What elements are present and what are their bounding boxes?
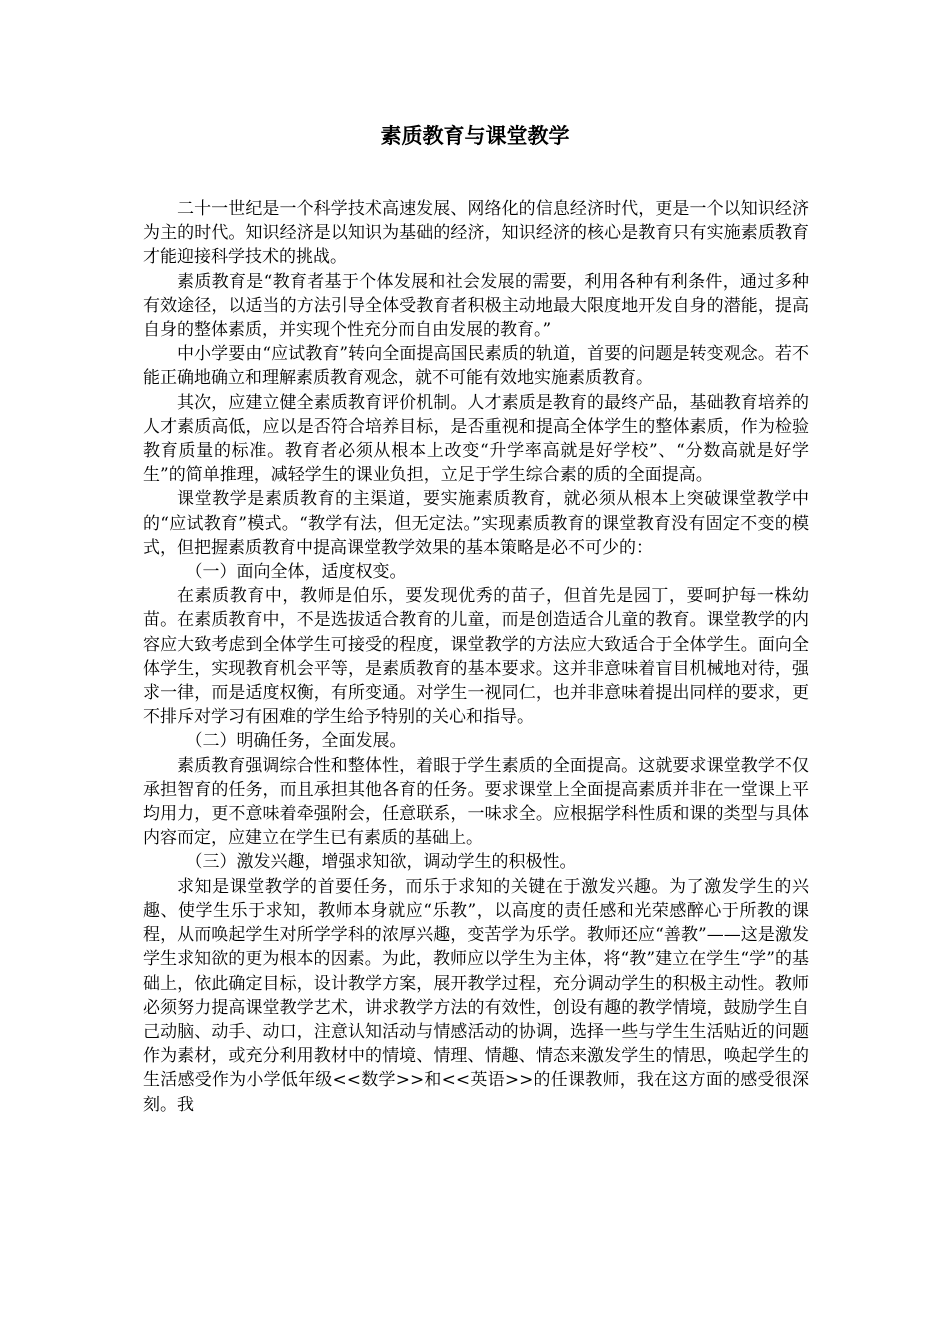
paragraph-section-2: 素质教育强调综合性和整体性，着眼于学生素质的全面提高。这就要求课堂教学不仅承担智育的任务，而且承担其他各育的任务。要求课堂上全面提高素质并非在一堂课上平均用力，更不意味着牵强附会，任意联系，一味求全。应根据学科性质和课的类型与具体内容而定，应建立在学生已有素质的基础上。 <box>143 755 809 849</box>
document-body <box>143 197 809 1117</box>
paragraph-section-1: 在素质教育中，教师是伯乐，要发现优秀的苗子，但首先是园丁，要呵护每一株幼苗。在素质教育中，不是选拔适合教育的儿童，而是创造适合儿童的教育。课堂教学的内容应大致考虑到全体学生可接受的程度，课堂教学的方法应大致适合于全体学生。面向全体学生，实现教育机会平等，是素质教育的基本要求。这并非意味着盲目机械地对待，强求一律，而是适度权衡，有所变通。对学生一视同仁，也并非意味着提出同样的要求，更不排斥对学习有困难的学生给予特别的关心和指导。 <box>143 586 809 728</box>
paragraph-evaluation: 其次，应建立健全素质教育评价机制。人才素质是教育的最终产品，基础教育培养的人才素质高低，应以是否符合培养目标，是否重视和提高全体学生的整体素质，作为检验教育质量的标准。教育者必须从根本上改变“升学率高就是好学校”、“分数高就是好学生”的简单推理，减轻学生的课业负担，立足于学生综合素的质的全面提高。 <box>143 392 809 486</box>
paragraph-concept-change: 中小学要由“应试教育”转向全面提高国民素质的轨道，首要的问题是转变观念。若不能正确地确立和理解素质教育观念，就不可能有效地实施素质教育。 <box>143 344 809 389</box>
section-heading-2: （二）明确任务，全面发展。 <box>185 731 407 752</box>
section-heading-3: （三）激发兴趣，增强求知欲，调动学生的积极性。 <box>185 852 577 873</box>
section-heading-1: （一）面向全体，适度权变。 <box>185 562 407 583</box>
paragraph-section-3: 求知是课堂教学的首要任务，而乐于求知的关键在于激发兴趣。为了激发学生的兴趣、使学生乐于求知，教师本身就应“乐教”，以高度的责任感和光荣感醉心于所教的课程，从而唤起学生对所学学科的浓厚兴趣，变苦学为乐学。教师还应“善教”——这是激发学生求知欲的更为根本的因素。为此，教师应以学生为主体，将“教”建立在学生“学”的基础上，依此确定目标，设计教学方案，展开教学过程，充分调动学生的积极主动性。教师必须努力提高课堂教学艺术，讲求教学方法的有效性，创设有趣的教学情境，鼓励学生自己动脑、动手、动口，注意认知活动与情感活动的协调，选择一些与学生生活贴近的问题作为素材，或充分利用教材中的情境、情理、情趣、情态来激发学生的情思，唤起学生的生活感受作为小学低年级<<数学>>和<<英语>>的任课教师，我在这方面的感受很深刻。我 <box>143 876 809 1115</box>
paragraph-definition: 素质教育是“教育者基于个体发展和社会发展的需要，利用各种有利条件，通过多种有效途径，以适当的方法引导全体受教育者积极主动地最大限度地开发自身的潜能，提高自身的整体素质，并实现个性充分而自由发展的教育。” <box>143 271 809 341</box>
paragraph-intro: 二十一世纪是一个科学技术高速发展、网络化的信息经济时代，更是一个以知识经济为主的时代。知识经济是以知识为基础的经济，知识经济的核心是教育只有实施素质教育才能迎接科学技术的挑战。 <box>143 199 809 268</box>
paragraph-classroom-teaching: 课堂教学是素质教育的主渠道，要实施素质教育，就必须从根本上突破课堂教学中的“应试教育”模式。“教学有法，但无定法。”实现素质教育的课堂教育没有固定不变的模式，但把握素质教育中提高课堂教学效果的基本策略是必不可少的： <box>143 489 809 558</box>
document-title: 素质教育与课堂教学 <box>380 123 570 148</box>
